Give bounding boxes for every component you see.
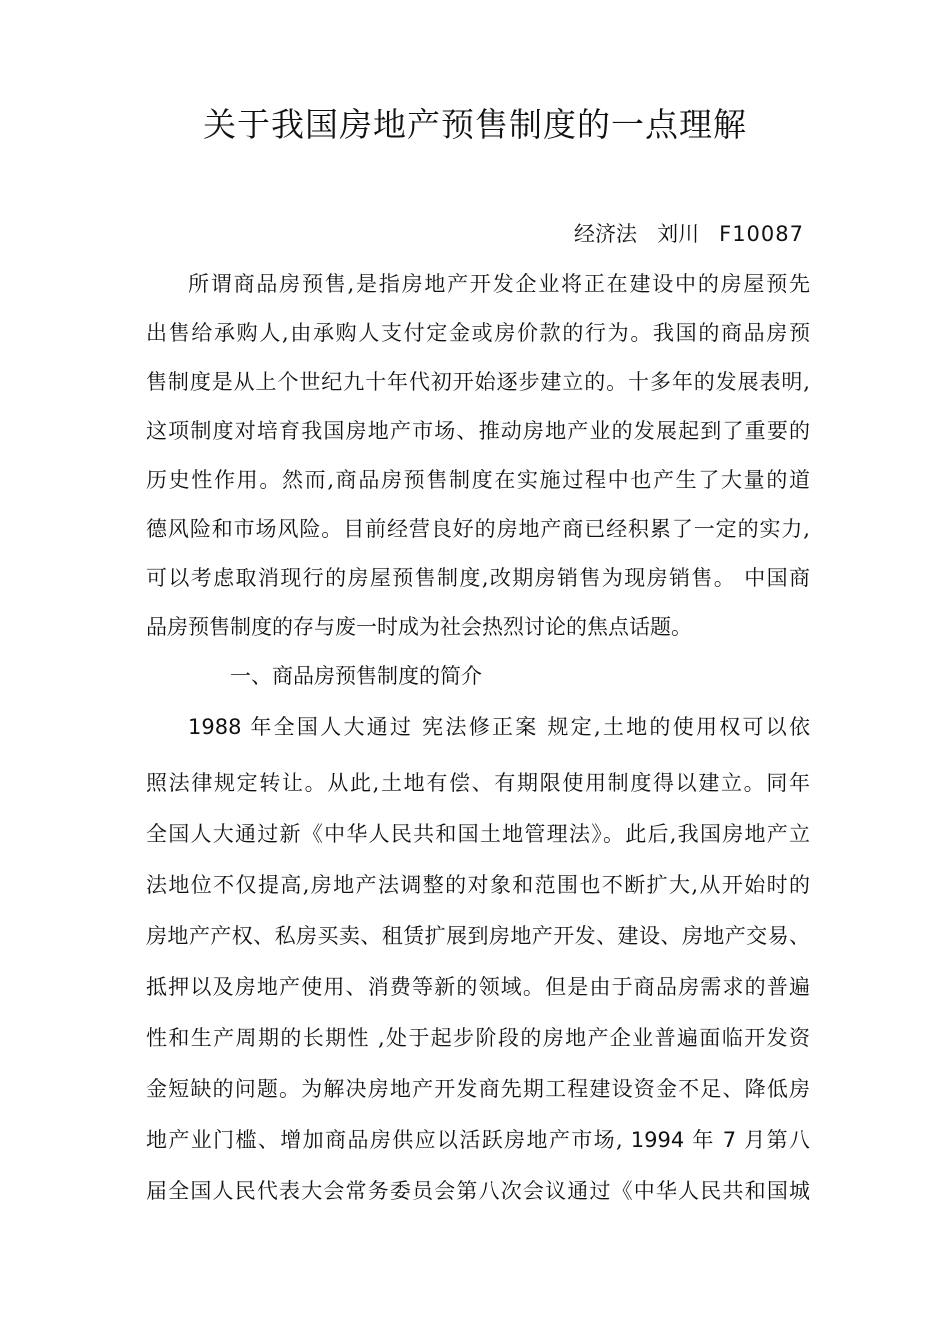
paragraph-text: 年 [692, 1128, 715, 1152]
paragraph-line: 抵押以及房地产使用、消费等新的领域。但是由于商品房需求的普遍 [146, 975, 810, 999]
author-field: 经济法 [574, 222, 638, 246]
paragraph-line: 法地位不仅提高,房地产法调整的对象和范围也不断扩大,从开始时的 [146, 873, 810, 897]
paragraph-line: 金短缺的问题。为解决房地产开发商先期工程建设资金不足、降低房 [146, 1077, 810, 1101]
paragraph-line: 历史性作用。然而,商品房预售制度在实施过程中也产生了大量的道 [146, 468, 810, 492]
year-number: 1994 [630, 1128, 685, 1152]
paragraph-line: 出售给承购人,由承购人支付定金或房价款的行为。我国的商品房预 [146, 321, 810, 345]
paragraph-line: 届全国人民代表大会常务委员会第八次会议通过《中华人民共和国城 [146, 1179, 810, 1203]
paragraph-line: 品房预售制度的存与废一时成为社会热烈讨论的焦点话题。 [146, 615, 692, 639]
paragraph-line: 照法律规定转让。从此,土地有偿、有期限使用制度得以建立。同年 [146, 771, 810, 795]
year-number: 1988 [188, 715, 242, 739]
author-id: F10087 [719, 222, 804, 246]
paragraph-line [188, 711, 810, 743]
paragraph-line [146, 1124, 810, 1156]
paragraph-line: 这项制度对培育我国房地产市场、推动房地产业的发展起到了重要的 [146, 419, 810, 443]
paragraph-line: 德风险和市场风险。目前经营良好的房地产商已经积累了一定的实力, [146, 517, 810, 541]
document-title: 关于我国房地产预售制度的一点理解 [203, 105, 747, 144]
author-name: 刘川 [657, 222, 700, 246]
section-heading: 一、商品房预售制度的简介 [230, 664, 482, 688]
paragraph-text: 月第八 [744, 1128, 810, 1152]
author-line [574, 218, 804, 250]
paragraph-line: 全国人大通过新《中华人民共和国土地管理法》。此后,我国房地产立 [146, 822, 810, 846]
month-number: 7 [722, 1128, 737, 1152]
paragraph-line: 售制度是从上个世纪九十年代初开始逐步建立的。十多年的发展表明, [146, 370, 810, 394]
paragraph-line: 可以考虑取消现行的房屋预售制度,改期房销售为现房销售。 中国商 [146, 566, 810, 590]
paragraph-line: 性和生产周期的长期性 ,处于起步阶段的房地产企业普遍面临开发资 [146, 1026, 810, 1050]
paragraph-line: 房地产产权、私房买卖、租赁扩展到房地产开发、建设、房地产交易、 [146, 924, 810, 948]
paragraph-line: 所谓商品房预售,是指房地产开发企业将正在建设中的房屋预先 [188, 272, 810, 296]
paragraph-text: 年全国人大通过 宪法修正案 规定,土地的使用权可以依 [250, 715, 810, 739]
paragraph-text: 地产业门槛、增加商品房供应以活跃房地产市场, [146, 1128, 623, 1152]
